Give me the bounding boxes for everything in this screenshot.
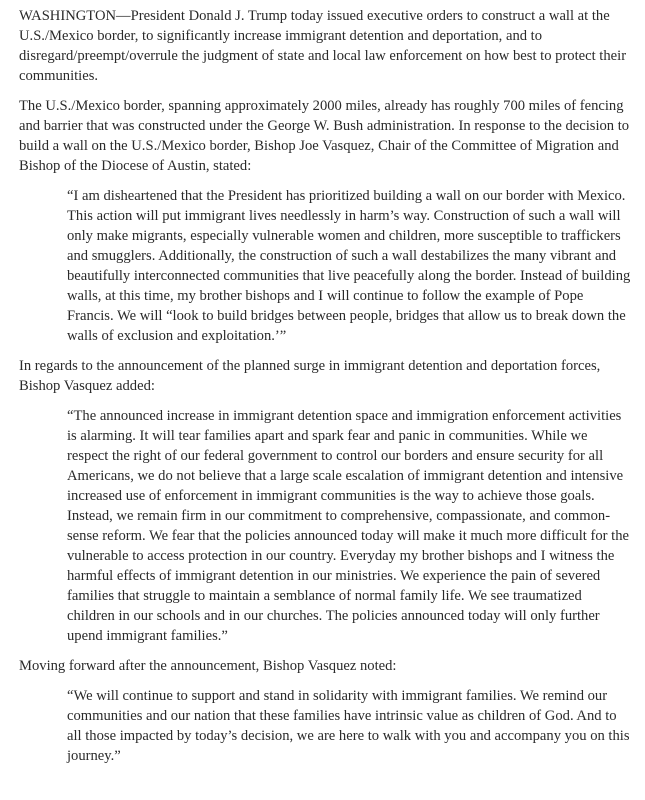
intro-paragraph: WASHINGTON—President Donald J. Trump today issued executive orders to construct a wall at the U.S./Mexico border, to significantly increase immigrant detention and deportation, and to disregard/preempt/overrule the judgment of state and local law enforcement on how best to protect their communities. <box>19 8 627 84</box>
moving-forward-paragraph: Moving forward after the announcement, Bishop Vasquez noted: <box>19 658 397 674</box>
border-context-paragraph: The U.S./Mexico border, spanning approximately 2000 miles, already has roughly 700 miles of fencing and barrier that was constructed under the George W. Bush administration. In response to the decision to build a wall on the U.S./Mexico border, Bishop Joe Vasquez, Chair of the Committee of Migration and Bishop of the Diocese of Austin, stated: <box>19 98 630 174</box>
wall-statement-quote: “I am disheartened that the President has prioritized building a wall on our border with Mexico. This action will put immigrant lives needlessly in harm’s way. Construction of such a wall will only make migrants, especially vulnerable women and children, more susceptible to traffickers and smugglers. Additionally, the construction of such a wall destabilizes the many vibrant and beautifully interconnected communities that live peacefully along the border. Instead of building walls, at this time, my brother bishops and I will continue to follow the example of Pope Francis. We will “look to build bridges between people, bridges that allow us to break down the walls of exclusion and exploitation.’” <box>67 188 631 344</box>
solidarity-statement-quote: “We will continue to support and stand in solidarity with immigrant families. We remind our communities and our nation that these families have intrinsic value as children of God. And to all those impacted by today’s decision, we are here to walk with you and accompany you on this journey.” <box>67 688 630 764</box>
detention-intro-paragraph: In regards to the announcement of the planned surge in immigrant detention and deportation forces, Bishop Vasquez added: <box>19 358 601 394</box>
detention-statement-quote: “The announced increase in immigrant detention space and immigration enforcement activities is alarming. It will tear families apart and spark fear and panic in communities. While we respect the right of our federal government to control our borders and ensure security for all Americans, we do not believe that a large scale escalation of immigrant detention and intensive increased use of enforcement in immigrant communities is the way to achieve those goals. Instead, we remain firm in our commitment to comprehensive, compassionate, and common-sense reform. We fear that the policies announced today will make it much more difficult for the vulnerable to access protection in our country. Everyday my brother bishops and I witness the harmful effects of immigrant detention in our ministries. We experience the pain of severed families that struggle to maintain a semblance of normal family life. We see traumatized children in our schools and in our churches. The policies announced today will only further upend immigrant families.” <box>67 408 629 644</box>
